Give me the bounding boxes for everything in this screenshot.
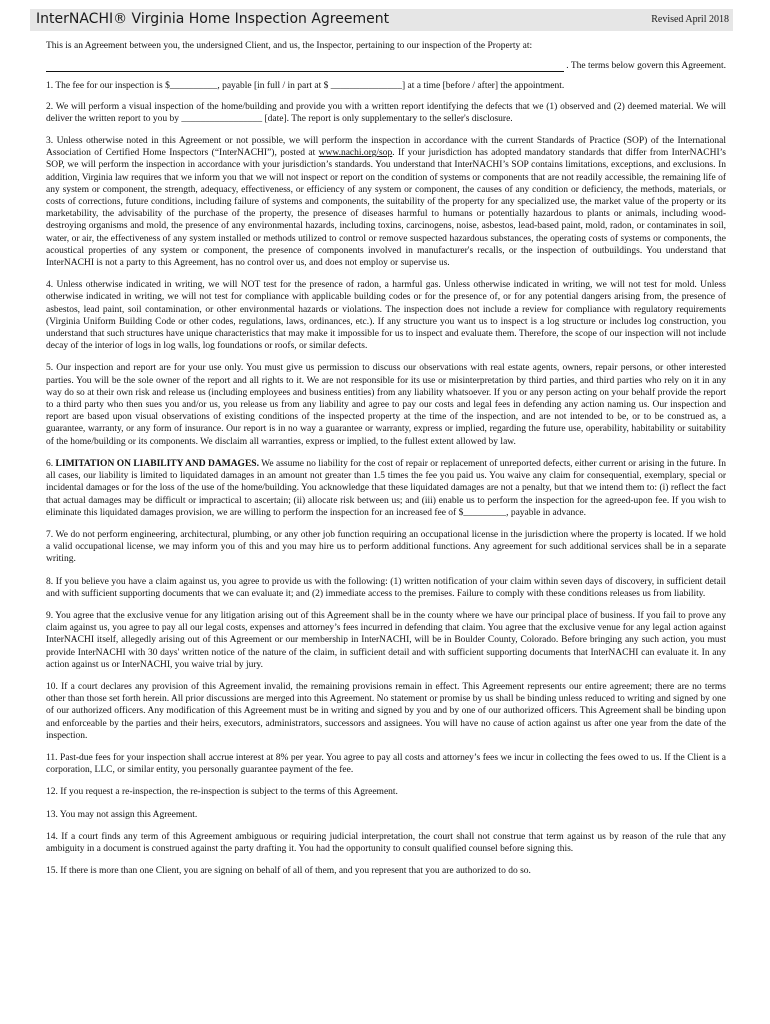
clause-14: 14. If a court finds any term of this Agreement ambiguous or requiring judicial interpretation, the court shall not construe that term against us by reason of the rule that any ambiguity in a document is construed against the party drafting it. You had the opportunity to consult qualified counsel before signing this.: [46, 831, 726, 854]
intro-paragraph: This is an Agreement between you, the undersigned Client, and us, the Inspector, pertaining to our inspection of the Property at:: [46, 41, 533, 51]
clause-6-heading: LIMITATION ON LIABILITY AND DAMAGES.: [55, 458, 259, 469]
sop-link[interactable]: www.nachi.org/sop: [318, 148, 393, 159]
clause-3-text-b: . If your jurisdiction has adopted mandatory standards that differ from InterNACHI’s SOP, we will perform the inspection in accordance with your jurisdiction’s standards. You understand that InterNACHI’s SOP contains limitations, exceptions, and exclusions. In addition, Virginia law requires that we inform you that we will not inspect or report on the condition of systems or components that are not readily accessible, the remaining life of any system or component, the strength, adequacy, effectiveness, or efficiency of any system or component, the causes of any condition or deficiency, the methods, materials, or costs of corrections, future conditions, including failure of systems and components, the suitability of the property for any specialized use, the market value of the property or its marketability, the advisability of the purchase of the property, the presence of diseases harmful to humans or potentially hazardous to plants or animals, including wood-destroying organisms and mold, the presence of any environmental hazards, including toxins, carcinogens, noise, asbestos, lead-based paint, mold, radon, or contaminates in soil, water, or air, the effectiveness of any system installed or methods utilized to control or remove suspected hazardous substances, the operating costs of systems or components, the acoustical properties of any system or component, the presence of components involved in manufacturer's recalls, or the inspection of outbuildings. You understand that InterNACHI is not a party to this Agreement, has no control over us, and does not employ or supervise us.: [46, 148, 727, 269]
clause-7: 7. We do not perform engineering, architectural, plumbing, or any other job function requiring an occupational license in the jurisdiction where the property is located. If we hold a valid occupational license, we may inform you of this and you may hire us to perform additional functions. Any agreement for such additional services shall be in a separate writing.: [46, 529, 726, 565]
intro-terms-text: . The terms below govern this Agreement.: [566, 61, 726, 72]
document-title: InterNACHI® Virginia Home Inspection Agreement: [36, 11, 390, 27]
property-address-line: [46, 60, 726, 72]
clause-5: 5. Our inspection and report are for your use only. You must give us permission to discuss our observations with real estate agents, owners, repair persons, or other interested parties. You will be the sole owner of the report and all rights to it. We are not responsible for its use or misinterpretation by third parties, and third parties who rely on it in any way do so at their own risk and release us (including employees and business entities) from any liability whatsoever. If you or any person acting on your behalf provide the report to a third party who then sues you and/or us, you release us from any liability and agree to pay our costs and legal fees in defending any action naming us. Our inspection and report are based upon visual observations of existing conditions of the inspected property at the time of the inspection, and are not intended to be, or to be construed as, a guarantee, warranty, or any form of insurance. Our report is in no way a guarantee or warranty, express or implied, regarding the future use, operability, habitability or suitability of the home/building or its components. We disclaim all warranties, express or implied, to the fullest extent allowed by law.: [46, 363, 726, 447]
clause-9: 9. You agree that the exclusive venue for any litigation arising out of this Agreement shall be in the county where we have our principal place of business. If you fail to prove any claim against us, you agree to pay all our legal costs, expenses and attorney’s fees incurred in defending that claim. You agree that the exclusive venue for any legal action against InterNACHI itself, allegedly arising out of this Agreement or our membership in InterNACHI, will be in Boulder County, Colorado. Before bringing any such action, you must provide InterNACHI with 30 days' written notice of the nature of the claim, in sufficient detail and with sufficient supporting documents that InterNACHI can evaluate it. In any action against us or InterNACHI, you waive trial by jury.: [46, 610, 726, 670]
clause-6: [46, 458, 726, 519]
clause-4: 4. Unless otherwise indicated in writing, we will NOT test for the presence of radon, a harmful gas. Unless otherwise indicated in writing, we will not test for mold. Unless otherwise indicated in writing, we will not test for compliance with applicable building codes or for the presence of, or for any potential dangers arising from, the presence of asbestos, lead paint, soil contamination, or other environmental hazards or violations. The inspection does not include a review for compliance with regulatory requirements (Virginia Uniform Building Code or other codes, regulations, laws, ordinances, etc.). If any structure you want us to inspect is a log structure or includes log construction, you understand that such structures have unique characteristics that may make it impossible for us to inspect and evaluate them. Therefore, the scope of our inspection will not include decay of the interior of logs in log walls, log foundations or roofs, or similar defects.: [46, 280, 726, 352]
clause-2: 2. We will perform a visual inspection of the home/building and provide you with a written report identifying the defects that we (1) observed and (2) deemed material. We will deliver the written report to you by _________________ [date]. The report is only supplementary to the seller's disclosure.: [46, 101, 726, 124]
clause-12: 12. If you request a re-inspection, the re-inspection is subject to the terms of this Agreement.: [46, 787, 398, 798]
revision-date: Revised April 2018: [651, 14, 729, 25]
clause-1: 1. The fee for our inspection is $__________, payable [in full / in part at $ _______________] at a time [before / after] the appointment.: [46, 81, 565, 92]
header-bar: [30, 9, 733, 31]
clause-6-number: 6.: [46, 458, 56, 469]
clause-3: [46, 135, 726, 269]
clause-3-text-a: 3. Unless otherwise noted in this Agreement or not possible, we will perform the inspection in accordance with the current Standards of Practice (SOP) of the International Association of Certified Home Inspectors (“InterNACHI”), posted at: [46, 136, 726, 159]
clause-13: 13. You may not assign this Agreement.: [46, 809, 198, 820]
property-address-blank[interactable]: [46, 61, 564, 72]
clause-8: 8. If you believe you have a claim against us, you agree to provide us with the following: (1) written notification of your claim within seven days of discovery, in sufficient detail and with sufficient supporting documents that we can evaluate it; and (2) immediate access to the premises. Failure to comply with these conditions releases us from liability.: [46, 576, 726, 599]
clause-10: 10. If a court declares any provision of this Agreement invalid, the remaining provisions remain in effect. This Agreement represents our entire agreement; there are no terms other than those set forth herein. All prior discussions are merged into this Agreement. No statement or promise by us shall be binding unless reduced to writing and signed by one of our authorized officers. Any modification of this Agreement must be in writing and signed by you and by one of our authorized officers. This Agreement shall be binding upon and enforceable by the parties and their heirs, executors, administrators, successors and assignees. You will have no cause of action against us after one year from the date of the inspection.: [46, 681, 726, 741]
agreement-body: [46, 40, 726, 887]
clause-6-body: We assume no liability for the cost of repair or replacement of unreported defects, either current or arising in the future. In all cases, our liability is limited to liquidated damages in an amount not greater than 1.5 times the fee you paid us. You waive any claim for consequential, exemplary, special or incidental damages or for the loss of the use of the home/building. You acknowledge that these liquidated damages are not a penalty, but that we intend them to: (i) reflect the fact that actual damages may be difficult or impractical to ascertain; (ii) allocate risk between us; and (iii) enable us to perform the inspection for the agreed-upon fee. If you wish to eliminate this liquidated damages provision, we are willing to perform the inspection for an increased fee of $_________, payable in advance.: [46, 458, 726, 518]
clause-15: 15. If there is more than one Client, you are signing on behalf of all of them, and you represent that you are authorized to do so.: [46, 866, 531, 877]
clause-11: 11. Past-due fees for your inspection shall accrue interest at 8% per year. You agree to pay all costs and attorney’s fees we incur in collecting the fees owed to us. If the Client is a corporation, LLC, or similar entity, you personally guarantee payment of the fee.: [46, 752, 726, 776]
